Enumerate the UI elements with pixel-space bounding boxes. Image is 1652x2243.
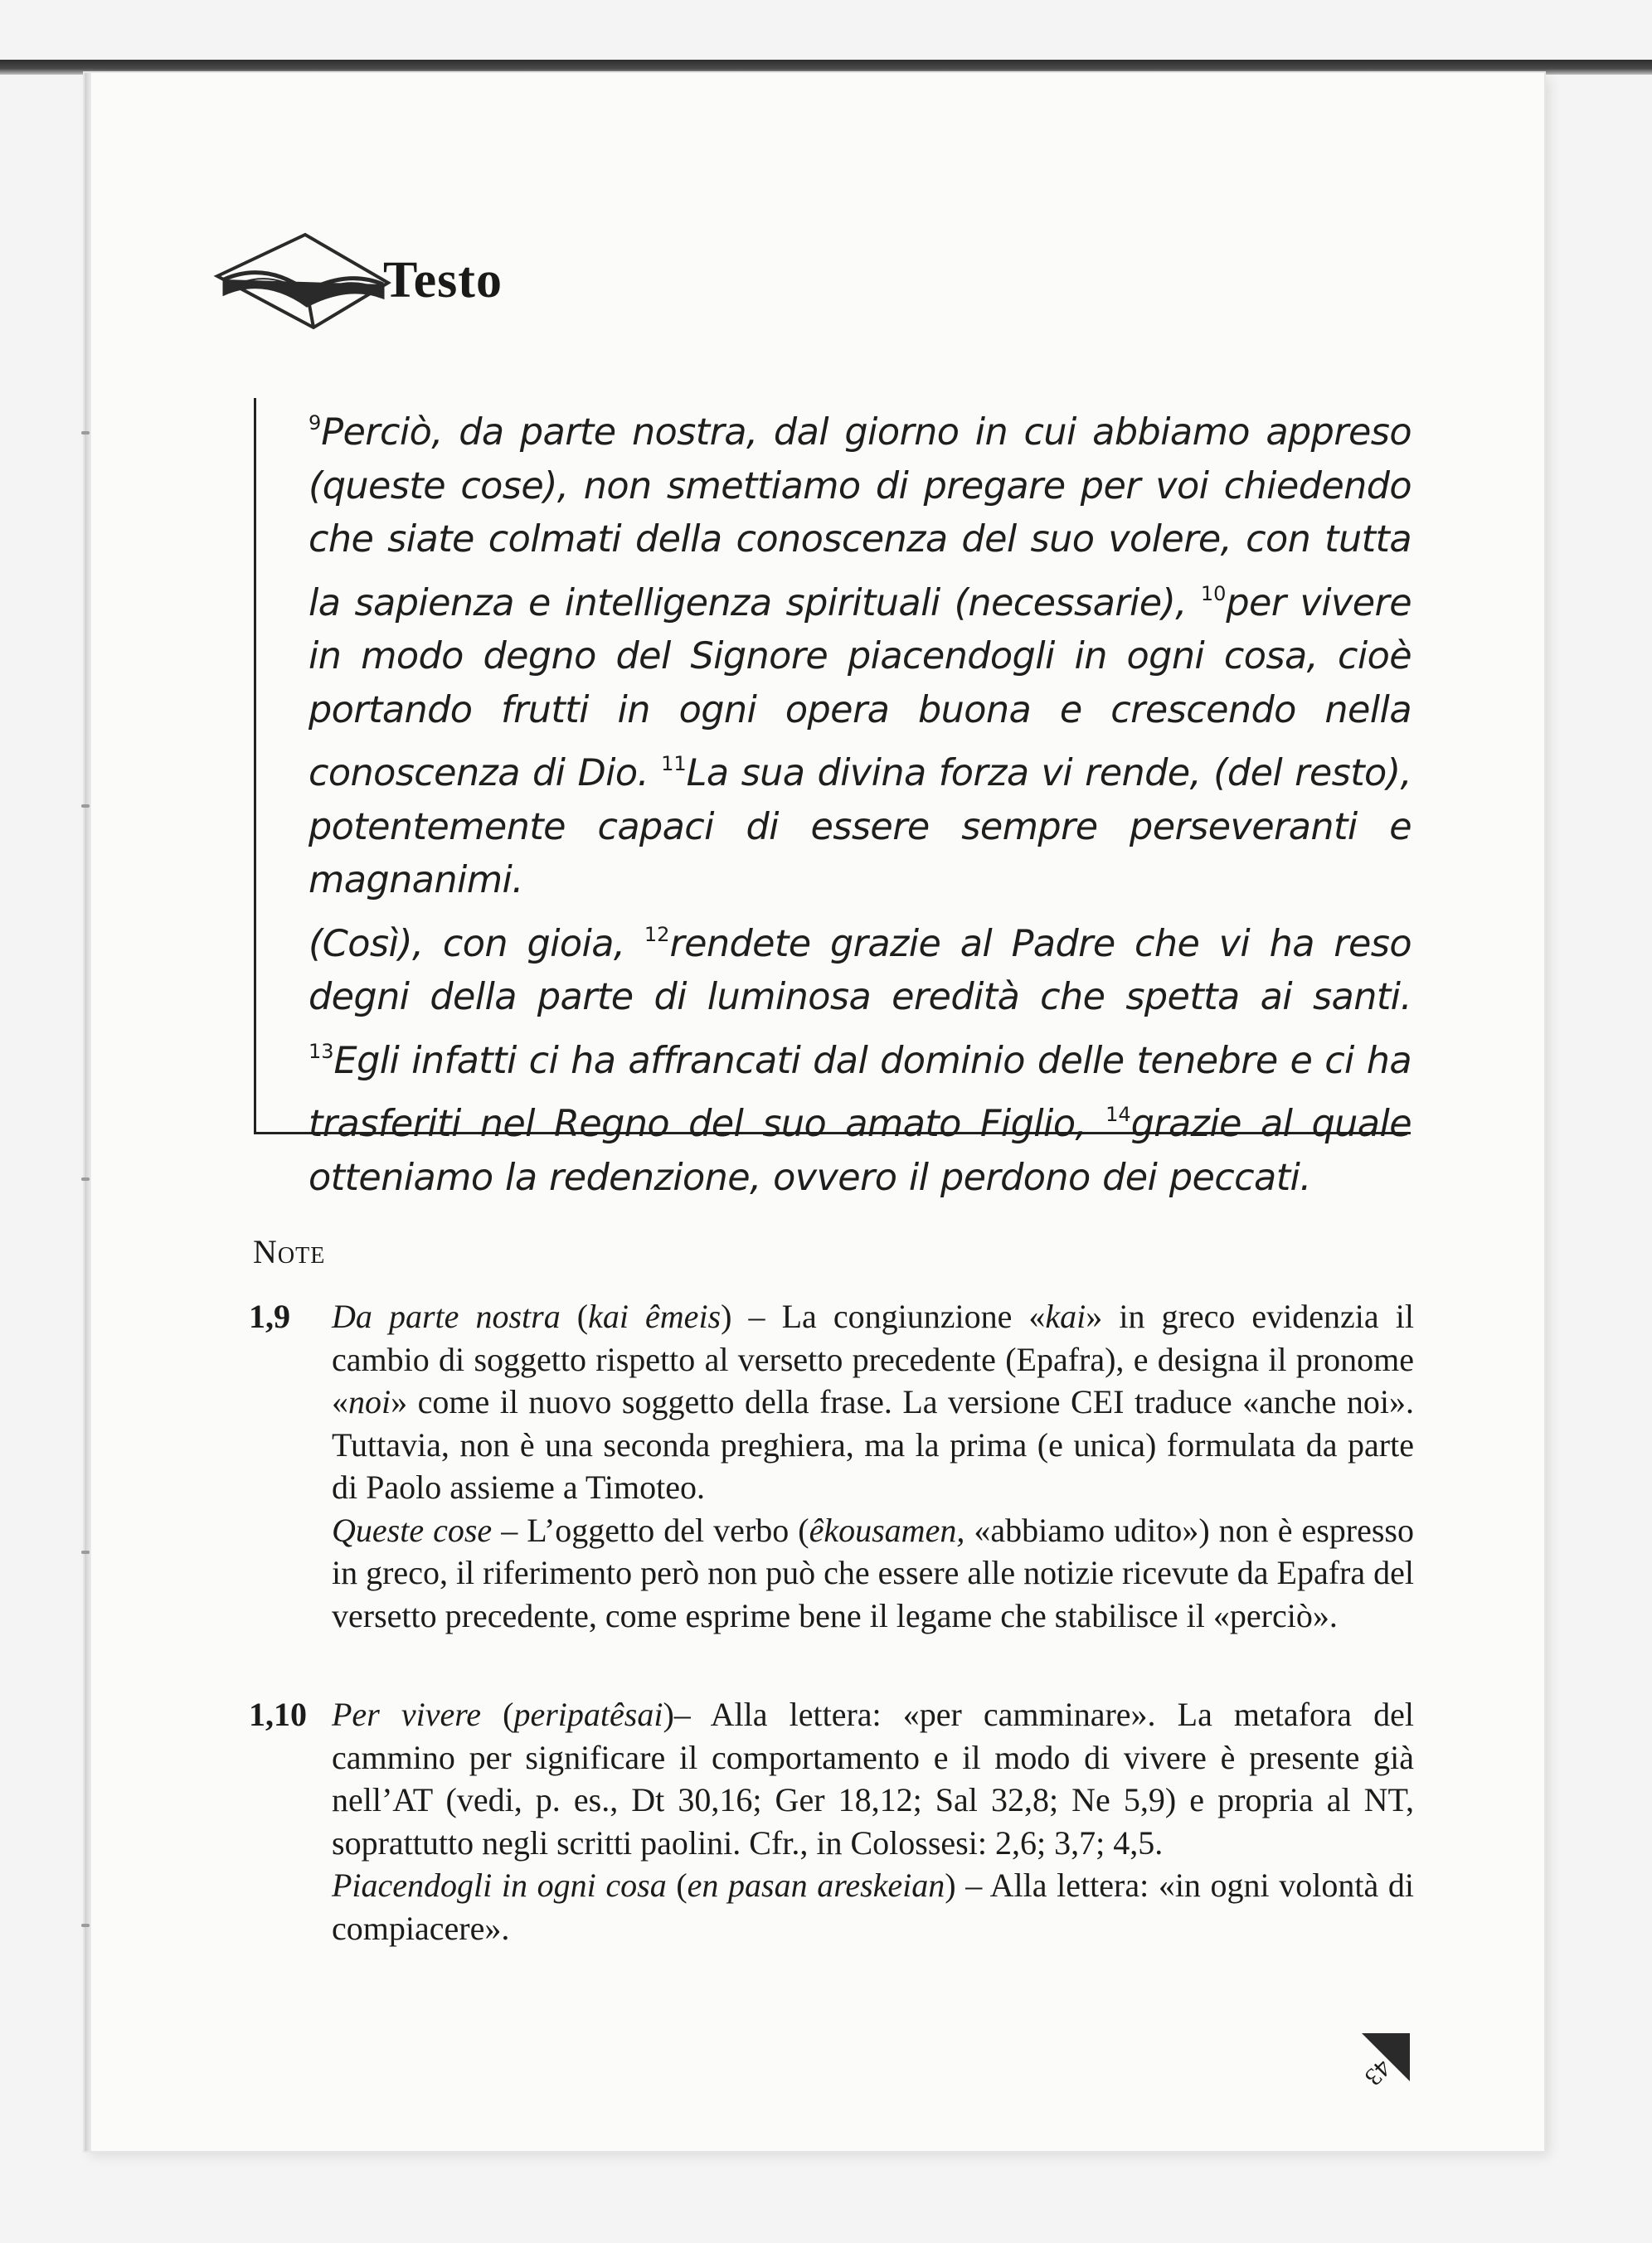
verse-number: 10: [1200, 581, 1227, 605]
note-paragraph: Piacendogli in ogni cosa (en pasan areskeian) – Alla lettera: «in ogni volontà di compiacere».: [332, 1867, 1415, 1947]
binding-stitch: [81, 1551, 90, 1554]
verse-text: Perciò, da parte nostra, dal giorno in cui abbiamo appreso (queste cose), non smettiamo di pregare per voi chiedendo che siate colmati della conoscenza del suo volere, con tutta la sapienza e intelligenza spirituali (necessarie),: [309, 411, 1411, 624]
note-greek: kai êmeis: [588, 1298, 722, 1335]
note-body: [332, 1693, 1414, 1949]
open-book-icon: [207, 218, 406, 334]
verse-text: Egli infatti ci ha affrancati dal dominio delle tenebre e ci ha trasferiti nel Regno del suo amato Figlio,: [309, 1039, 1411, 1145]
binding-stitch: [81, 1924, 90, 1927]
page-title: Testo: [383, 251, 503, 308]
note-entry: [249, 1295, 1414, 1637]
note-greek: en pasan areskeian: [687, 1867, 945, 1904]
note-body: [332, 1295, 1414, 1637]
page-binding-edge: [85, 73, 91, 2151]
verse-number: 14: [1105, 1103, 1131, 1126]
section-heading: [207, 222, 503, 330]
note-entry: [249, 1693, 1414, 1949]
page-number: 43: [1359, 2054, 1397, 2091]
verse-number: 9: [309, 411, 322, 435]
note-paragraph: Per vivere (peripatêsai)– Alla lettera: «per camminare». La metafora del cammino per significare il comportamento e il modo di vivere è presente già nell’AT (vedi, p. es., Dt 30,16; Ger 18,12; Sal 32,8; Ne 5,9) e propria al NT, soprattutto negli scritti paolini. Cfr., in Colossesi: 2,6; 3,7; 4,5.: [332, 1696, 1414, 1862]
verse-text: grazie al quale otteniamo la redenzione, ovvero il perdono dei peccati.: [309, 1103, 1411, 1199]
verse-text: per vivere in modo degno del Signore piacendogli in ogni cosa, cioè portando frutti in ogni opera buona e crescendo nella conoscenza di Dio.: [309, 581, 1412, 794]
note-reference: 1,9: [249, 1298, 290, 1335]
binding-stitch: [81, 431, 90, 435]
binding-stitch: [81, 1177, 90, 1181]
note-reference: 1,10: [249, 1696, 307, 1733]
binding-stitch: [81, 804, 90, 808]
note-greek: peripatêsai: [513, 1696, 663, 1733]
note-term: Per vivere: [332, 1696, 482, 1733]
note-paragraph: Da parte nostra (kai êmeis) – La congiunzione «kai» in greco evidenzia il cambio di soggetto rispetto al versetto precedente (Epafra), e designa il pronome «noi» come il nuovo soggetto della frase. La versione CEI traduce «anche noi». Tuttavia, non è una seconda preghiera, ma la prima (e unica) formulata da parte di Paolo assieme a Timoteo.: [332, 1298, 1414, 1506]
notes-heading: Note: [253, 1233, 326, 1270]
note-term: Da parte nostra: [332, 1298, 561, 1335]
verse-number: 12: [644, 922, 670, 946]
scripture-passage: [309, 396, 1411, 1205]
verse-text: rendete grazie al Padre che vi ha reso degni della parte di luminosa eredità che spetta ai santi.: [309, 922, 1411, 1018]
note-term: Piacendogli in ogni cosa: [332, 1867, 667, 1904]
note-paragraph: Queste cose – L’oggetto del verbo (êkousamen, «abbiamo udito») non è espresso in greco, il riferimento però non può che essere alle notizie ricevute da Epafra del versetto precedente, come esprime bene il legame che stabilisce il «perciò».: [332, 1511, 1414, 1634]
verse-text: La sua divina forza vi rende, (del resto), potentemente capaci di essere sempre perseveranti e magnanimi.: [309, 752, 1411, 901]
verse-text: (Così), con gioia,: [309, 922, 644, 965]
verse-number: 13: [309, 1039, 334, 1063]
verse-number: 11: [661, 752, 687, 775]
note-term: Queste cose: [332, 1511, 493, 1549]
